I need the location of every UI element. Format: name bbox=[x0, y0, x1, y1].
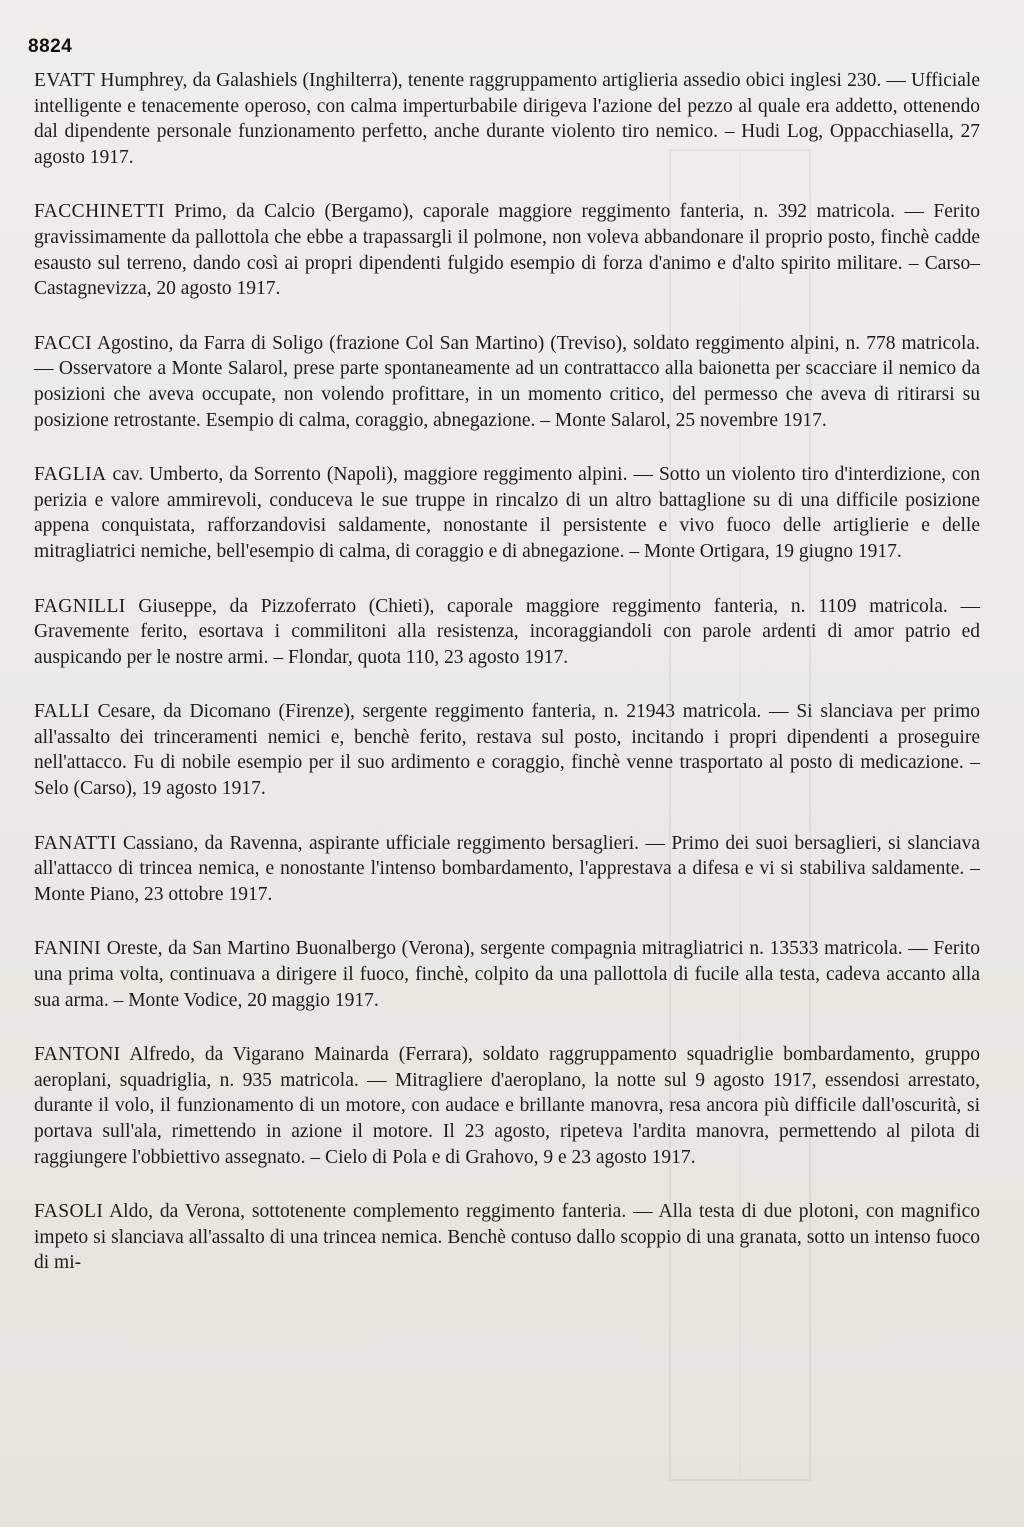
entry-text: Cassiano, da Ravenna, aspirante ufficiale reggimento bersaglieri. — Primo dei suoi bersaglieri, si slanciava all'attacco di trincea nemica, e nonostante l'intenso bombardamento, l'apprestava a difesa e vi si stabiliva saldamente. – Monte Piano, 23 ottobre 1917. bbox=[34, 832, 980, 905]
entry-text: Alfredo, da Vigarano Mainarda (Ferrara), soldato raggruppamento squadriglie bombardamento, gruppo aeroplani, squadriglia, n. 935 matricola. — Mitragliere d'aeroplano, la notte sul 9 agosto 1917, essendosi arrestato, durante il volo, il funzionamento di un motore, con audace e brillante manovra, resa ancora più difficile dall'oscurità, si portava sull'ala, rimettendo in azione il motore. Il 23 agosto, ripeteva l'ardita manovra, permettendo al pilota di raggiungere l'obbiettivo assegnato. – Cielo di Pola e di Grahovo, 9 e 23 agosto 1917. bbox=[34, 1044, 980, 1168]
entry-fanatti bbox=[34, 831, 980, 908]
entry-surname: FAGLIA bbox=[34, 464, 107, 486]
entry-text: Aldo, da Verona, sottotenente complemento reggimento fanteria. — Alla testa di due plotoni, con magnifico impeto si slanciava all'assalto di una trincea nemica. Benchè contuso dallo scoppio di una granata, sotto un intenso fuoco di mi- bbox=[34, 1201, 980, 1274]
entry-text: Giuseppe, da Pizzoferrato (Chieti), caporale maggiore reggimento fanteria, n. 1109 matricola. — Gravemente ferito, esortava i commilitoni alla resistenza, incoraggiandoli con parole ardenti di amor patrio ed auspicando per le nostre armi. – Flondar, quota 110, 23 agosto 1917. bbox=[34, 595, 980, 668]
entry-surname: FASOLI bbox=[34, 1201, 104, 1223]
entry-text: Primo, da Calcio (Bergamo), caporale maggiore reggimento fanteria, n. 392 matricola. — Ferito gravissimamente da pallottola che ebbe a trapassargli il polmone, non voleva abbandonare il proprio posto, finchè cadde esausto sul terreno, dando così ai propri dipendenti fulgido esempio di forza d'animo e d'alto spirito militare. – Carso–Castagnevizza, 20 agosto 1917. bbox=[34, 201, 980, 300]
entry-facci bbox=[34, 331, 980, 433]
entry-text: Cesare, da Dicomano (Firenze), sergente reggimento fanteria, n. 21943 matricola. — Si slanciava per primo all'assalto dei trinceramenti nemici e, benchè ferito, restava sul posto, incitando i propri dipendenti a proseguire nell'attacco. Fu di nobile esempio per il suo ardimento e coraggio, finchè venne trasportato al posto di medicazione. – Selo (Carso), 19 agosto 1917. bbox=[34, 701, 980, 800]
entry-surname: EVATT bbox=[34, 70, 96, 91]
entry-faglia bbox=[34, 462, 980, 564]
entry-evatt bbox=[34, 68, 980, 170]
entry-fanini bbox=[34, 936, 980, 1013]
entry-surname: FANINI bbox=[34, 938, 102, 960]
entry-surname: FANTONI bbox=[34, 1044, 121, 1066]
entry-surname: FACCI bbox=[34, 332, 92, 354]
entry-fagnilli bbox=[34, 594, 980, 671]
entry-text: cav. Umberto, da Sorrento (Napoli), maggiore reggimento alpini. — Sotto un violento tiro d'interdizione, con perizia e valore ammirevoli, conduceva le sue truppe in rincalzo di un altro battaglione su di una difficile posizione appena conquistata, rafforzandovisi saldamente, nonostante il persistente e vivo fuoco delle artiglierie e delle mitragliatrici nemiche, bell'esempio di calma, di coraggio e di abnegazione. – Monte Ortigara, 19 giugno 1917. bbox=[34, 464, 980, 562]
entry-fasoli bbox=[34, 1199, 980, 1276]
entry-facchinetti bbox=[34, 199, 980, 301]
entry-text: Oreste, da San Martino Buonalbergo (Verona), sergente compagnia mitragliatrici n. 13533 matricola. — Ferito una prima volta, continuava a dirigere il fuoco, finchè, colpito da una pallottola di fucile alla testa, cadeva accanto alla sua arma. – Monte Vodice, 20 maggio 1917. bbox=[34, 938, 980, 1011]
entry-text: Agostino, da Farra di Soligo (frazione Col San Martino) (Treviso), soldato reggimento alpini, n. 778 matricola. — Osservatore a Monte Salarol, prese parte spontaneamente ad un contrattacco alla baionetta per scacciare il nemico da posizioni che aveva occupate, non volendo profittare, in un momento critico, del permesso che aveva di ritirarsi su posizione retrostante. Esempio di calma, coraggio, abnegazione. – Monte Salarol, 25 novembre 1917. bbox=[34, 332, 980, 431]
page-number: 8824 bbox=[28, 36, 73, 57]
entry-surname: FANATTI bbox=[34, 832, 117, 854]
entry-falli bbox=[34, 699, 980, 801]
entry-fantoni bbox=[34, 1042, 980, 1170]
entry-surname: FAGNILLI bbox=[34, 595, 126, 617]
entry-surname: FACCHINETTI bbox=[34, 201, 165, 223]
entry-surname: FALLI bbox=[34, 701, 90, 723]
entry-text: Humphrey, da Galashiels (Inghilterra), tenente raggruppamento artiglieria assedio obici inglesi 230. — Ufficiale intelligente e tenacemente operoso, con calma imperturbabile dirigeva l'azione del pezzo al quale era addetto, ottenendo dal dipendente personale funzionamento perfetto, anche durante violento tiro nemico. – Hudi Log, Oppacchiasella, 27 agosto 1917. bbox=[34, 70, 980, 168]
